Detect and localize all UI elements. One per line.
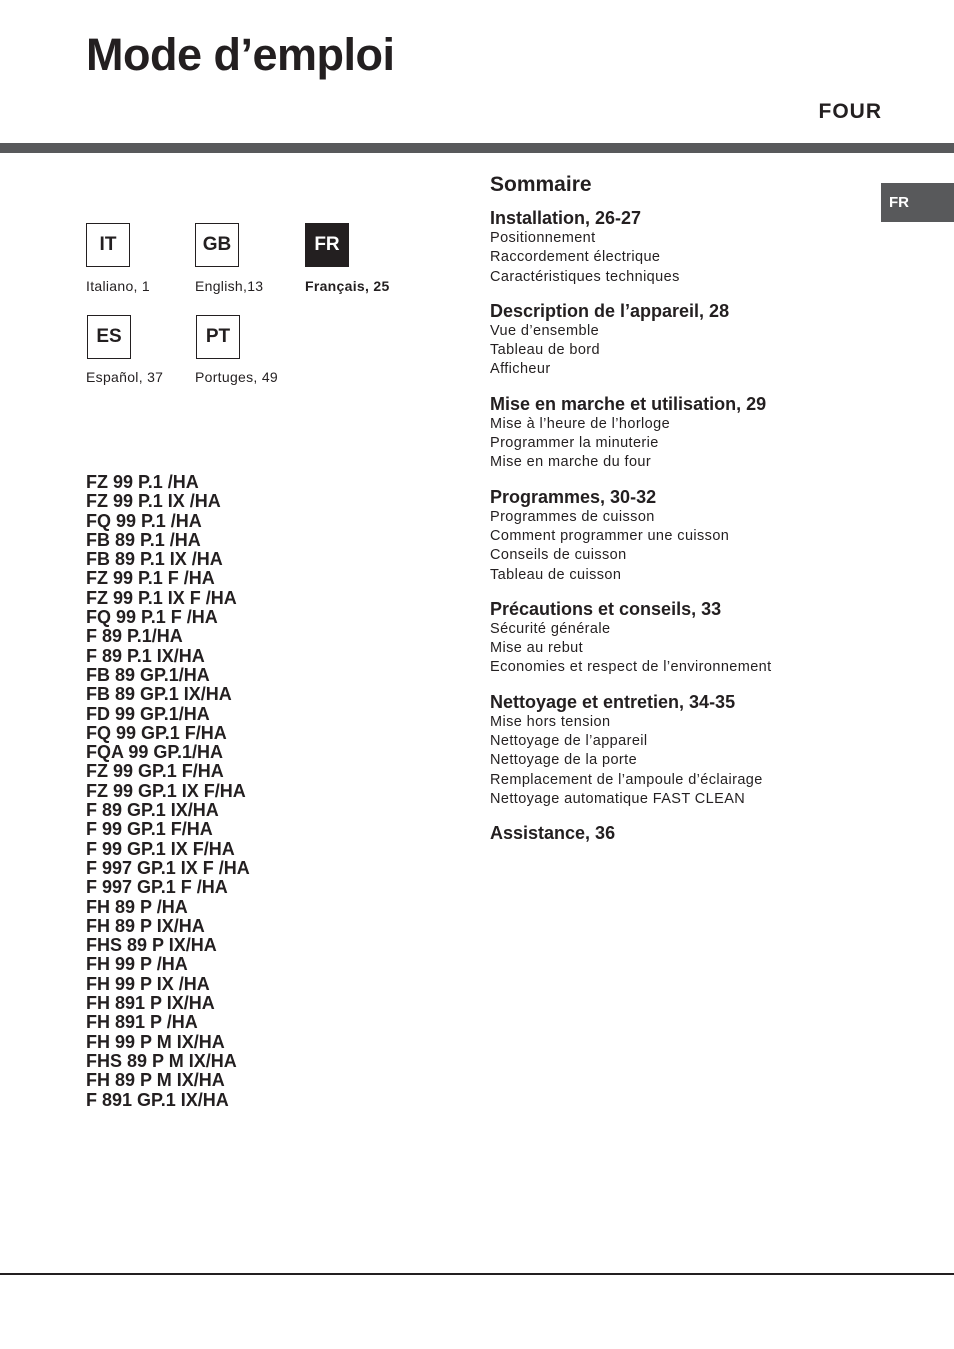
toc-item[interactable]: Mise à l’heure de l’horloge <box>490 415 671 432</box>
toc-item[interactable]: Programmes de cuisson <box>490 508 655 525</box>
table-of-contents <box>490 172 870 857</box>
language-label-fr: Français, 25 <box>305 278 390 294</box>
model-item: FHS 89 P IX/HA <box>86 935 217 956</box>
toc-item[interactable]: Positionnement <box>490 230 596 246</box>
page-title: Mode d’emploi <box>86 29 395 80</box>
toc-section-installation <box>490 207 870 287</box>
toc-item[interactable]: Conseils de cuisson <box>490 547 627 564</box>
toc-item[interactable]: Sécurité générale <box>490 620 611 637</box>
model-item: FH 89 P /HA <box>86 896 188 917</box>
toc-section-title[interactable]: Assistance, 36 <box>490 823 616 844</box>
toc-section-title[interactable]: Précautions et conseils, 33 <box>490 598 722 619</box>
footer-divider <box>0 1273 954 1275</box>
model-item: FH 891 P /HA <box>86 1012 198 1033</box>
toc-section-title[interactable]: Programmes, 30-32 <box>490 486 657 507</box>
language-label-it: Italiano, 1 <box>86 278 151 294</box>
toc-item[interactable]: Mise au rebut <box>490 640 584 657</box>
model-item: FZ 99 GP.1 F/HA <box>86 761 224 782</box>
toc-section-description <box>490 300 870 380</box>
model-item: F 997 GP.1 IX F /HA <box>86 857 250 878</box>
model-item: F 89 P.1/HA <box>86 626 183 647</box>
model-item: F 99 GP.1 IX F/HA <box>86 838 235 859</box>
header-divider <box>0 143 954 153</box>
toc-item[interactable]: Remplacement de l’ampoule d’éclairage <box>490 771 763 788</box>
model-item: F 997 GP.1 F /HA <box>86 877 228 898</box>
model-item: FQA 99 GP.1/HA <box>86 742 224 763</box>
model-item: FZ 99 P.1 /HA <box>86 472 199 492</box>
model-item: FHS 89 P M IX/HA <box>86 1050 237 1071</box>
toc-section-title[interactable]: Description de l’appareil, 28 <box>490 300 730 321</box>
model-item: F 99 GP.1 F/HA <box>86 819 213 840</box>
toc-item[interactable]: Comment programmer une cuisson <box>490 527 730 544</box>
language-label-pt: Portuges, 49 <box>195 369 278 385</box>
toc-section-programmes <box>490 486 870 585</box>
language-label-gb: English,13 <box>195 278 264 294</box>
language-tab: FR <box>881 183 954 222</box>
toc-item[interactable]: Programmer la minuterie <box>490 435 659 452</box>
model-item: FQ 99 P.1 F /HA <box>86 607 218 628</box>
language-box-it[interactable]: IT <box>86 223 130 267</box>
toc-section-precautions <box>490 598 870 678</box>
model-item: FB 89 P.1 /HA <box>86 529 201 550</box>
model-item: FZ 99 P.1 IX F /HA <box>86 587 237 608</box>
product-type: FOUR <box>818 100 882 123</box>
model-list <box>86 473 250 1110</box>
model-item: F 891 GP.1 IX/HA <box>86 1089 229 1110</box>
toc-item[interactable]: Vue d’ensemble <box>490 322 600 339</box>
toc-item[interactable]: Tableau de bord <box>490 342 600 359</box>
model-item: FD 99 GP.1/HA <box>86 703 210 724</box>
model-item: FB 89 GP.1 IX/HA <box>86 684 232 705</box>
model-item: F 89 GP.1 IX/HA <box>86 800 219 821</box>
toc-section-title[interactable]: Nettoyage et entretien, 34-35 <box>490 691 736 712</box>
language-box-fr[interactable]: FR <box>305 223 349 267</box>
toc-section-title[interactable]: Installation, 26-27 <box>490 208 642 228</box>
toc-item[interactable]: Nettoyage de la porte <box>490 752 638 769</box>
toc-item[interactable]: Mise hors tension <box>490 713 611 730</box>
language-label-es: Español, 37 <box>86 369 164 385</box>
toc-item[interactable]: Afficheur <box>490 361 551 378</box>
toc-item[interactable]: Caractéristiques techniques <box>490 268 680 285</box>
model-item: FZ 99 P.1 IX /HA <box>86 491 221 512</box>
toc-section-nettoyage <box>490 691 870 809</box>
toc-item[interactable]: Economies et respect de l’environnement <box>490 659 772 676</box>
toc-heading: Sommaire <box>490 173 592 196</box>
toc-item[interactable]: Mise en marche du four <box>490 454 652 471</box>
model-item: FH 89 P IX/HA <box>86 915 205 936</box>
model-item: FQ 99 P.1 /HA <box>86 510 202 531</box>
toc-section-assistance <box>490 822 870 844</box>
model-item: FH 99 P IX /HA <box>86 973 210 994</box>
model-item: FB 89 P.1 IX /HA <box>86 549 223 570</box>
model-item: FH 891 P IX/HA <box>86 993 215 1014</box>
model-item: FB 89 GP.1/HA <box>86 664 210 685</box>
language-box-es[interactable]: ES <box>87 315 131 359</box>
model-item: FZ 99 GP.1 IX F/HA <box>86 780 246 801</box>
model-item: FH 89 P M IX/HA <box>86 1070 225 1091</box>
language-box-gb[interactable]: GB <box>195 223 239 267</box>
model-item: FH 99 P M IX/HA <box>86 1031 225 1052</box>
toc-item[interactable]: Nettoyage de l’appareil <box>490 733 648 750</box>
toc-item[interactable]: Tableau de cuisson <box>490 566 622 583</box>
language-box-pt[interactable]: PT <box>196 315 240 359</box>
model-item: FH 99 P /HA <box>86 954 188 975</box>
model-item: FQ 99 GP.1 F/HA <box>86 722 227 743</box>
toc-section-mise-en-marche <box>490 393 870 473</box>
toc-section-title[interactable]: Mise en marche et utilisation, 29 <box>490 393 767 414</box>
toc-item[interactable]: Nettoyage automatique FAST CLEAN <box>490 790 746 807</box>
model-item: FZ 99 P.1 F /HA <box>86 568 215 589</box>
toc-item[interactable]: Raccordement électrique <box>490 249 661 266</box>
model-item: F 89 P.1 IX/HA <box>86 645 205 666</box>
